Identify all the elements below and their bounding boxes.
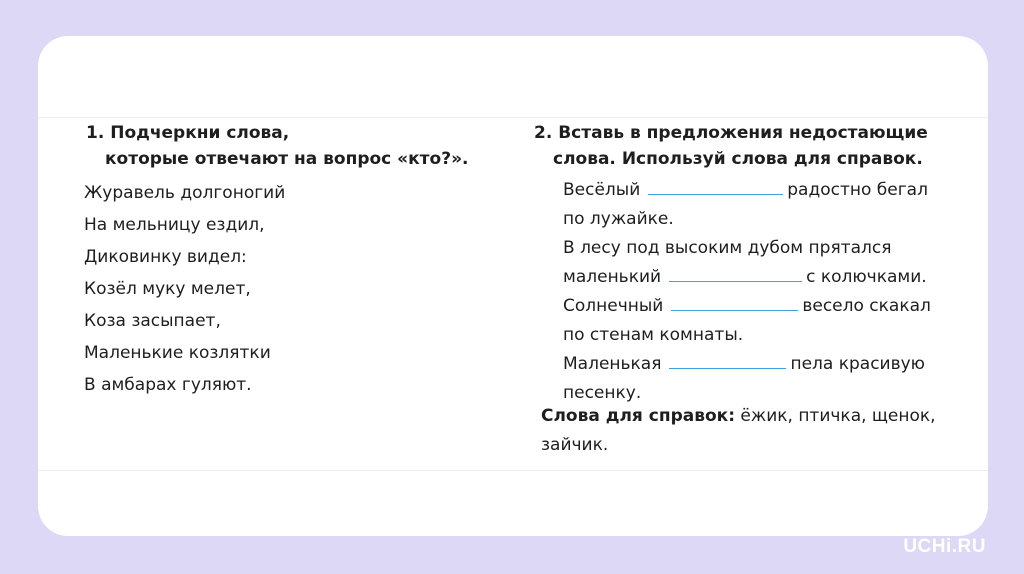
hint-label: Слова для справок: [541,406,736,426]
poem-line: Журавель долгоногий [84,183,286,203]
sentence-1-after: радостно бегал [787,180,928,200]
task2-title-line2: слова. Используй слова для справок. [553,149,923,169]
answer-blank-2[interactable] [669,263,802,282]
task2-number: 2. [534,123,553,143]
sentence-2-after: с колючками. [806,267,927,287]
poem-line: На мельницу ездил, [84,215,265,235]
hint-words-line2: зайчик. [541,435,609,455]
poem-line: Диковинку видел: [84,247,247,267]
poem [84,182,285,406]
sentence-4-before: Маленькая [563,354,662,374]
sentences [563,176,931,408]
sentence-2-before: маленький [563,267,662,287]
task1-title [86,120,469,172]
poem-line: Маленькие козлятки [84,343,271,363]
sentence-2-line1: В лесу под высоким дубом прятался [563,238,892,258]
sentence-1-line2: по лужайке. [563,209,674,229]
task2-title-line1 [534,120,928,146]
sentence-4-line2: песенку. [563,383,642,403]
sentence-3-before: Солнечный [563,296,664,316]
hint-words-line1: ёжик, птичка, щенок, [740,406,936,426]
answer-blank-3[interactable] [671,292,798,311]
sentence-3-after: весело скакал [802,296,931,316]
task1-title-line1 [86,120,469,146]
sentence-2 [563,234,931,292]
uchi-logo: UCHi.RU [903,536,986,557]
sentence-4-after: пела красивую [790,354,925,374]
poem-line: Козёл муку мелет, [84,279,251,299]
poem-line: Коза засыпает, [84,311,221,331]
task2-title [534,120,928,172]
answer-blank-1[interactable] [648,176,783,195]
sentence-1-before: Весёлый [563,180,641,200]
task1-title-line2: которые отвечают на вопрос «кто?». [105,149,469,169]
sentence-3 [563,292,931,350]
task1-title-text1: Подчеркни слова, [110,123,290,143]
task1-number: 1. [86,123,105,143]
answer-blank-4[interactable] [669,350,786,369]
poem-line: В амбарах гуляют. [84,375,252,395]
sentence-1 [563,176,931,234]
worksheet [38,118,988,470]
sentence-3-line2: по стенам комнаты. [563,325,744,345]
sentence-4 [563,350,931,408]
hint-words [541,402,961,460]
task2-title-text1: Вставь в предложения недостающие [558,123,928,143]
